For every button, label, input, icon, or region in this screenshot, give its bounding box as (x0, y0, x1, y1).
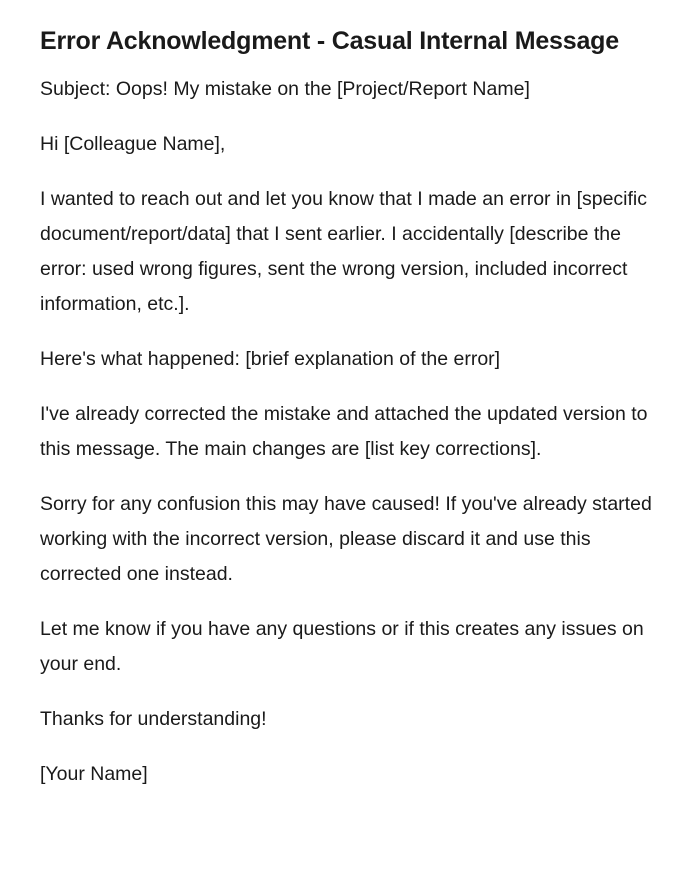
body-paragraph-questions: Let me know if you have any questions or if this creates any issues on your end. (40, 618, 644, 675)
document-title: Error Acknowledgment - Casual Internal Message (40, 27, 619, 55)
body-paragraph-correction: I've already corrected the mistake and attached the updated version to this message. The main changes are [list key corrections]. (40, 403, 648, 460)
body-paragraph-explanation: Here's what happened: [brief explanation of the error] (40, 348, 501, 370)
greeting: Hi [Colleague Name], (40, 133, 226, 155)
signature: [Your Name] (40, 763, 148, 785)
closing-line: Thanks for understanding! (40, 708, 267, 730)
body-paragraph-apology: Sorry for any confusion this may have caused! If you've already started working with the incorrect version, please discard it and use this corrected one instead. (40, 493, 652, 585)
subject-line: Subject: Oops! My mistake on the [Project/Report Name] (40, 78, 530, 100)
body-paragraph-error: I wanted to reach out and let you know that I made an error in [specific document/report/data] that I sent earlier. I accidentally [describe the error: used wrong figures, sent the wrong version, included incorrect information, etc.]. (40, 188, 648, 315)
